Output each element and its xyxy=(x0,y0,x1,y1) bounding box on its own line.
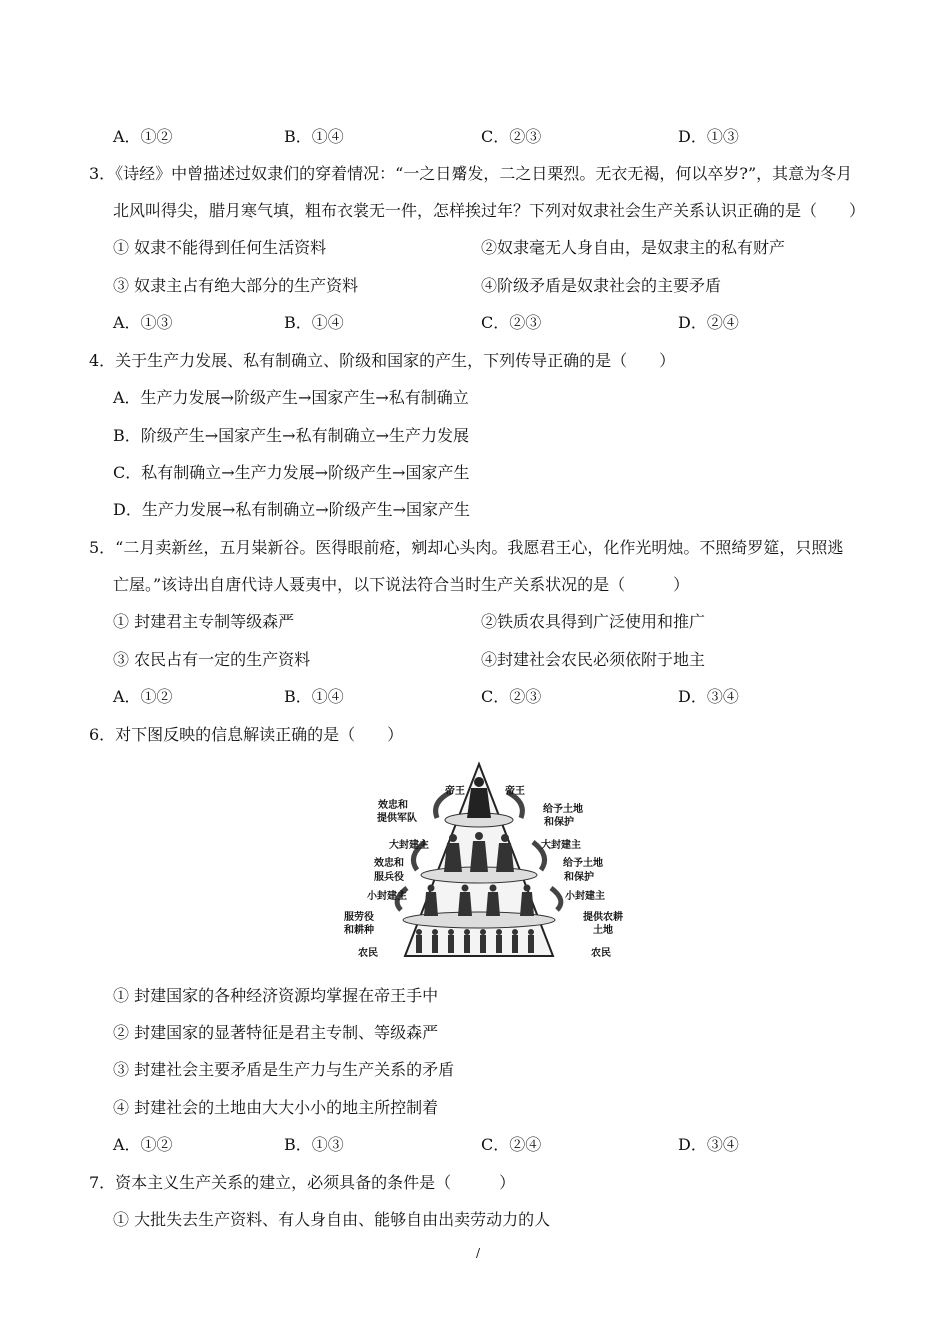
figure-label: 小封建主 xyxy=(367,891,407,902)
statement-1: ① 奴隶不能得到任何生活资料 xyxy=(113,238,327,257)
statement-1: ① 大批失去生产资料、有人身自由、能够自由出卖劳动力的人 xyxy=(113,1210,551,1229)
choice-d: D．生产力发展→私有制确立→阶级产生→国家产生 xyxy=(113,500,471,519)
option-c: C．②④ xyxy=(481,1135,542,1154)
option-d: D．①③ xyxy=(678,127,739,146)
statement-2: ②铁质农具得到广泛使用和推广 xyxy=(481,612,706,631)
option-a: A．①③ xyxy=(113,313,173,332)
option-d: D．②④ xyxy=(678,313,739,332)
statement-3: ③ 农民占有一定的生产资料 xyxy=(113,650,311,669)
page-number: / xyxy=(476,1246,481,1260)
option-a: A．①② xyxy=(113,687,173,706)
figure-label: 和保护 xyxy=(564,872,594,883)
figure-label: 大封建主 xyxy=(541,840,581,851)
statement-4: ④ 封建社会的土地由大大小小的地主所控制着 xyxy=(113,1098,439,1117)
figure-label: 帝王 xyxy=(505,786,525,797)
option-c: C．②③ xyxy=(481,313,542,332)
question-stem: 6．对下图反映的信息解读正确的是（ ） xyxy=(89,725,404,744)
statement-1: ① 封建国家的各种经济资源均掌握在帝王手中 xyxy=(113,986,439,1005)
figure-label: 和保护 xyxy=(544,817,574,828)
option-c: C．②③ xyxy=(481,127,542,146)
figure-label: 服劳役 xyxy=(344,912,374,923)
figure-label: 土地 xyxy=(593,925,613,936)
option-b: B．①④ xyxy=(284,687,344,706)
figure-label: 小封建主 xyxy=(565,891,605,902)
option-d: D．③④ xyxy=(678,1135,739,1154)
figure-label: 农民 xyxy=(591,948,611,959)
figure-label: 给予土地 xyxy=(543,804,583,815)
figure-label: 效忠和 xyxy=(378,800,408,811)
statement-4: ④封建社会农民必须依附于地主 xyxy=(481,650,706,669)
figure-label: 农民 xyxy=(358,948,378,959)
figure-label: 提供农耕 xyxy=(583,912,623,923)
down-arrow-icon xyxy=(551,888,561,910)
statement-3: ③ 封建社会主要矛盾是生产力与生产关系的矛盾 xyxy=(113,1060,455,1079)
question-stem: 4．关于生产力发展、私有制确立、阶级和国家的产生，下列传导正确的是（ ） xyxy=(89,351,676,370)
option-a: A．①② xyxy=(113,1135,173,1154)
statement-2: ② 封建国家的显著特征是君主专制、等级森严 xyxy=(113,1023,439,1042)
statement-3: ③ 奴隶主占有绝大部分的生产资料 xyxy=(113,276,359,295)
figure-label: 大封建主 xyxy=(389,840,429,851)
figure-label: 服兵役 xyxy=(374,872,404,883)
question-stem: 5．“二月卖新丝，五月粜新谷。医得眼前疮，剜却心头肉。我愿君王心，化作光明烛。不照绮罗筵，只照逃 xyxy=(89,538,844,557)
statement-1: ① 封建君主专制等级森严 xyxy=(113,612,295,631)
feudal-hierarchy-pyramid-figure xyxy=(331,760,627,960)
question-stem: 北风叫得尖，腊月寒气填，粗布衣裳无一件，怎样挨过年？下列对奴隶社会生产关系认识正确的是（ ） xyxy=(113,201,866,220)
figure-label: 帝王 xyxy=(445,786,465,797)
question-stem: 3．《诗经》中曾描述过奴隶们的穿着情况：“一之日觱发，二之日栗烈。无衣无褐，何以卒岁?”，其意为冬月 xyxy=(89,164,853,183)
choice-b: B．阶级产生→国家产生→私有制确立→生产力发展 xyxy=(113,426,469,445)
choice-c: C．私有制确立→生产力发展→阶级产生→国家产生 xyxy=(113,463,470,482)
option-b: B．①④ xyxy=(284,313,344,332)
choice-a: A．生产力发展→阶级产生→国家产生→私有制确立 xyxy=(113,388,469,407)
option-b: B．①④ xyxy=(284,127,344,146)
figure-label: 和耕种 xyxy=(344,925,374,936)
figure-label: 提供军队 xyxy=(377,813,417,824)
question-stem: 亡屋。”该诗出自唐代诗人聂夷中，以下说法符合当时生产关系状况的是（ ） xyxy=(113,575,690,594)
figure-label: 给予土地 xyxy=(563,858,603,869)
great-lord-figures xyxy=(444,832,514,872)
option-c: C．②③ xyxy=(481,687,542,706)
figure-label: 效忠和 xyxy=(374,858,404,869)
statement-2: ②奴隶毫无人身自由，是奴隶主的私有财产 xyxy=(481,238,786,257)
question-stem: 7．资本主义生产关系的建立，必须具备的条件是（ ） xyxy=(89,1173,516,1192)
statement-4: ④阶级矛盾是奴隶社会的主要矛盾 xyxy=(481,276,722,295)
option-b: B．①③ xyxy=(284,1135,344,1154)
option-d: D．③④ xyxy=(678,687,739,706)
option-a: A．①② xyxy=(113,127,173,146)
